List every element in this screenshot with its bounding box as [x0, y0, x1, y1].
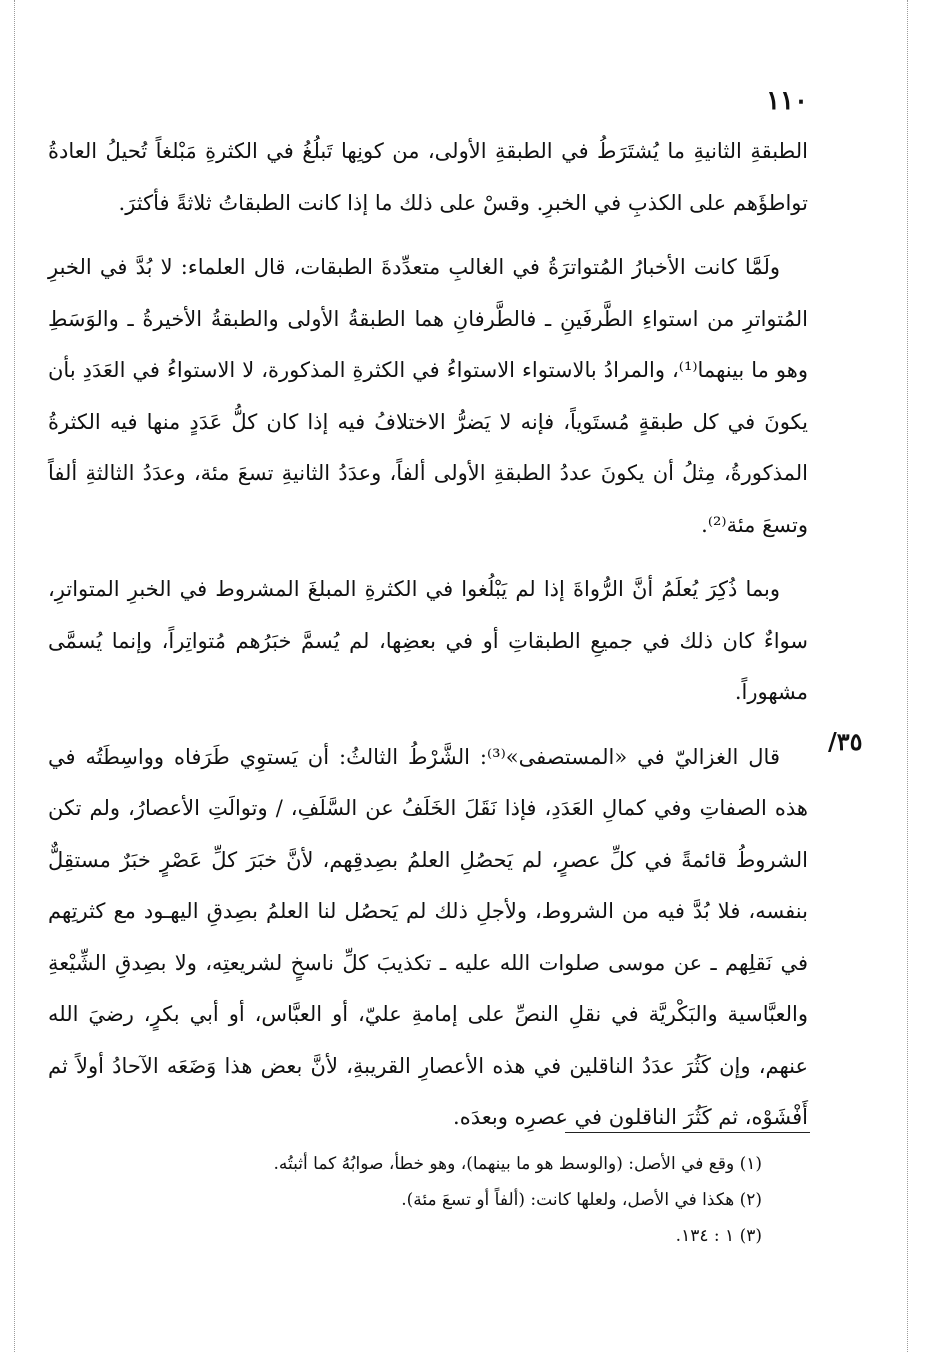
manuscript-folio-marker: ٣٥/	[828, 727, 863, 756]
footnote-divider	[565, 1132, 810, 1133]
scan-edge-right	[907, 0, 908, 1352]
footnote-3: (٣) ١ : ١٣٤.	[675, 1226, 762, 1246]
footnote-2: (٢) هكذا في الأصل، ولعلها كانت: (ألفاً أو تسعَ مئة).	[401, 1190, 762, 1210]
paragraph-3: وبما ذُكِرَ يُعلَمُ أنَّ الرُّواةَ إذا لم يَبْلُغوا في الكثرةِ المبلغَ المشروط في الخبرِ المتواترِ، سواءٌ كان ذلك في جميعِ الطبقاتِ أو في بعضِها، لم يُسمَّ خبَرُهم مُتواتِراً، وإنما يُسمَّى مشهوراً.	[48, 577, 808, 704]
paragraph-2: ولَمَّا كانت الأخبارُ المُتواترَةُ في الغالبِ متعدِّدةَ الطبقات، قال العلماء: لا بُدَّ في الخبرِ المُتواترِ من استواءِ الطَّرفَينِ ـ فالطَّرفانِ هما الطبقةُ الأولى والطبقةُ الأخيرةُ ـ والوَسَطِ وهو ما بينهما⁽¹⁾، والمرادُ بالاستواء الاستواءُ في الكثرةِ المذكورة، لا الاستواءُ في العَدَدِ بأن يكونَ في كل طبقةٍ مُستَوياً، فإنه لا يَضرُّ الاختلافُ فيه إذا كان كلُّ عَدَدٍ منها فيه الكثرةُ المذكورةُ، مِثلُ أن يكونَ عددُ الطبقةِ الأولى ألفاً، وعدَدُ الثانيةِ تسعَ مئة، وعدَدُ الثالثةِ ألفاً وتسعَ مئة⁽²⁾.	[48, 255, 808, 537]
main-text	[48, 126, 808, 1157]
footnotes	[210, 1146, 762, 1254]
footnote-1: (١) وقع في الأصل: (والوسط هو ما بينهما)، وهو خطأ، صوابُهُ كما أثبتُه.	[273, 1154, 762, 1174]
page-number: ١١٠	[766, 86, 808, 116]
scan-edge-left	[14, 0, 15, 1352]
paragraph-1: الطبقةِ الثانيةِ ما يُشتَرَطُ في الطبقةِ الأولى، من كونِها تَبلُغُ في الكثرةِ مَبْلغاً تُحيلُ العادةُ تواطؤَهم على الكذبِ في الخبرِ. وقسْ على ذلك ما إذا كانت الطبقاتُ ثلاثةً فأكثرَ.	[48, 139, 808, 215]
paragraph-4: قال الغزاليّ في «المستصفى»⁽³⁾: الشَّرْطُ الثالثُ: أن يَستوِي طَرَفاه وواسِطَتُه في هذه الصفاتِ وفي كمالِ العَدَدِ، فإذا نَقَلَ الخَلَفُ عن السَّلَفِ، / وتوالَتِ الأعصارُ، ولم تكن الشروطُ قائمةً في كلِّ عصرٍ، لم يَحصُلِ العلمُ بصِدقِهم، لأنَّ خبَرَ كلِّ عَصْرٍ خبَرٌ مستقِلٌّ بنفسه، فلا بُدَّ فيه من الشروط، ولأجلِ ذلك لم يَحصُل لنا العلمُ بصِدقِ اليهـود مع كثرتِهم في نَقلِهم ـ عن موسى صلوات الله عليه ـ تكذيبَ كلِّ ناسخٍ لشريعتِه، ولا بصِدقِ الشِّيْعةِ والعبَّاسية والبَكْريَّة في نقلِ النصِّ على إمامةِ عليّ، أو العبَّاس، أو أبي بكرٍ، رضيَ الله عنهم، وإن كَثُرَ عدَدُ الناقلين في هذه الأعصارِ القريبةِ، لأنَّ بعض هذا وَضَعَه الآحادُ أولاً ثم أَفْشَوْه، ثم كَثُرَ الناقلون في عصرِه وبعدَه.	[48, 744, 808, 1129]
